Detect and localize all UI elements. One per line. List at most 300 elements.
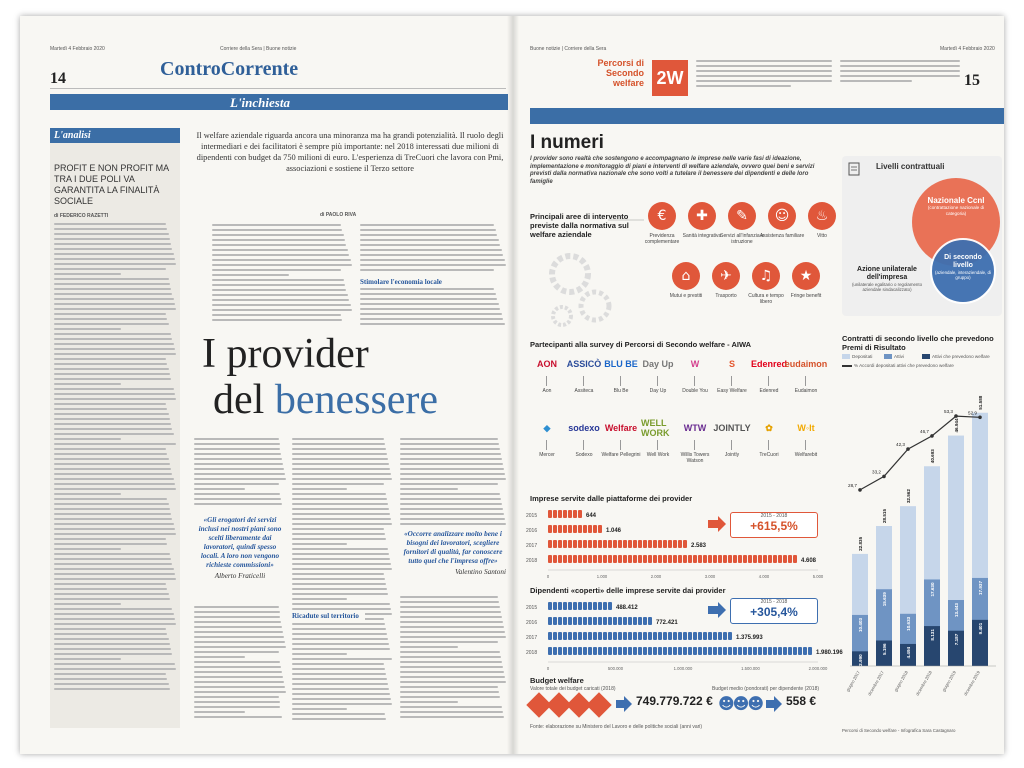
companies-growth-box: 2015 - 2018 +615,5% xyxy=(730,512,818,538)
provider-logo: AON xyxy=(537,359,557,369)
companies-arrow-icon xyxy=(708,516,728,532)
bar-unit xyxy=(588,555,592,563)
bar-unit xyxy=(738,647,742,655)
bar-unit xyxy=(633,647,637,655)
bar-unit xyxy=(613,540,617,548)
bar-unit xyxy=(643,540,647,548)
x-tick-label: dicembre 2017 xyxy=(866,670,885,697)
bar-unit xyxy=(638,555,642,563)
bar-unit xyxy=(723,632,727,640)
bar-unit xyxy=(793,647,797,655)
contract-icon xyxy=(846,162,870,176)
bar-unit xyxy=(718,555,722,563)
bar-unit xyxy=(563,540,567,548)
bar-unit xyxy=(568,555,572,563)
area-label: Trasporto xyxy=(715,293,737,299)
legend-item: Attivi che prevedono welfare xyxy=(922,354,990,359)
people-icon: ☻☻☻ xyxy=(718,694,763,713)
bar-unit xyxy=(648,617,652,625)
brand-intro-text-2 xyxy=(840,60,960,85)
article-text-col2b xyxy=(360,288,506,328)
provider-logo: BLU BE xyxy=(604,359,638,369)
bar-unit xyxy=(703,555,707,563)
bar-unit xyxy=(613,632,617,640)
percent-point xyxy=(882,475,886,479)
bar-unit xyxy=(573,540,577,548)
bar-unit xyxy=(628,555,632,563)
provider-name: TreCuori xyxy=(759,452,779,458)
bar-unit xyxy=(613,617,617,625)
bar-unit xyxy=(703,632,707,640)
education-icon: ✎ xyxy=(728,202,756,230)
bar-unit xyxy=(698,647,702,655)
bar-unit xyxy=(648,540,652,548)
brand-intro-text xyxy=(696,60,832,90)
culture-icon: ♫ xyxy=(752,262,780,290)
percent-label: 42,3 xyxy=(896,442,905,448)
bar-unit xyxy=(683,632,687,640)
bar-unit xyxy=(563,647,567,655)
bar-unit xyxy=(608,632,612,640)
right-page-number: 15 xyxy=(964,72,980,89)
bar-unit xyxy=(663,540,667,548)
provider-connector xyxy=(694,440,695,450)
bar-unit xyxy=(608,540,612,548)
bar-unit xyxy=(553,510,557,518)
bar-value-label: 40.693 xyxy=(930,449,935,464)
bar-unit xyxy=(763,647,767,655)
bar-unit xyxy=(738,555,742,563)
bar-value-label: 2.990 xyxy=(858,654,863,666)
bar-unit xyxy=(558,617,562,625)
bar-unit xyxy=(678,647,682,655)
credits-note: Percorsi di Secondo welfare - Infografica Sara Castagnaro xyxy=(842,728,956,733)
bar-unit xyxy=(723,555,727,563)
bar-unit xyxy=(578,647,582,655)
budget-avg-arrow-icon xyxy=(766,696,784,712)
bar-unit xyxy=(553,555,557,563)
bar-unit xyxy=(713,647,717,655)
bar-unit xyxy=(548,632,552,640)
bar-unit xyxy=(663,647,667,655)
bar-unit xyxy=(588,647,592,655)
bar-unit xyxy=(748,555,752,563)
bar-tick-label: 1.500.000 xyxy=(741,666,760,671)
bar-unit xyxy=(563,525,567,533)
bar-unit xyxy=(588,540,592,548)
left-masthead: Corriere della Sera | Buone notizie xyxy=(220,46,297,52)
bar-unit xyxy=(653,540,657,548)
bar-unit xyxy=(648,647,652,655)
bar-value-label: 17.630 xyxy=(930,582,935,597)
brand-name: Percorsi di Secondo welfare xyxy=(597,58,644,88)
bar-tick-label: 4.000 xyxy=(758,574,770,579)
section-head-economy: Stimolare l'economia locale xyxy=(360,278,442,286)
article-text-col0b xyxy=(194,606,286,723)
bar-unit xyxy=(593,555,597,563)
bar-unit xyxy=(783,555,787,563)
areas-title: Principali aree di intervento previste dalla normativa sul welfare aziendale xyxy=(530,212,629,239)
analysis-byline: di FEDERICO RAZETTI xyxy=(54,213,109,219)
bar-unit xyxy=(633,555,637,563)
provider-name: Day Up xyxy=(649,388,667,394)
bar-unit xyxy=(593,647,597,655)
bar-unit xyxy=(548,525,552,533)
bar-unit xyxy=(593,525,597,533)
percent-point xyxy=(978,416,982,420)
bar-unit xyxy=(573,510,577,518)
bar-category-label: 2015 xyxy=(526,513,538,519)
provider-connector xyxy=(805,376,806,386)
provider-logo: ◆ xyxy=(543,422,551,433)
bar-unit xyxy=(563,510,567,518)
bar-unit xyxy=(578,555,582,563)
provider-name: Easy Welfare xyxy=(717,388,747,394)
bar-value-label: 1.375.993 xyxy=(736,635,763,641)
budget-avg-value: 558 € xyxy=(786,694,817,708)
main-title-line2: del benessere xyxy=(213,377,439,423)
bar-unit xyxy=(558,540,562,548)
percent-point xyxy=(930,434,934,438)
provider-connector xyxy=(620,440,621,450)
bar-value-label: 17.937 xyxy=(978,580,983,596)
bar-value-label: 32.562 xyxy=(906,489,911,504)
left-date: Martedì 4 Febbraio 2020 xyxy=(50,46,105,52)
subsection-bar xyxy=(50,94,508,110)
bar-unit xyxy=(588,632,592,640)
bar-unit xyxy=(558,647,562,655)
legend-item: Depositati xyxy=(842,354,872,359)
provider-name: Willis Towers Watson xyxy=(680,452,710,464)
bar-unit xyxy=(668,647,672,655)
bar-unit xyxy=(623,540,627,548)
bar-unit xyxy=(643,647,647,655)
bar-unit xyxy=(643,617,647,625)
bar-unit xyxy=(608,617,612,625)
bar-tick-label: 2.000 xyxy=(650,574,662,579)
bar-unit xyxy=(573,617,577,625)
bar-unit xyxy=(558,632,562,640)
pull-quote-2: «Occorre analizzare molto bene i bisogni dei lavoratori, scegliere fornitori di qualità, far conoscere tutto quel che l'impresa offre» Valentino Santoni xyxy=(403,530,506,576)
bar-unit xyxy=(618,540,622,548)
bar-value-label: 2.583 xyxy=(691,543,707,549)
provider-name: Mercer xyxy=(539,452,555,458)
bar-category-label: 2017 xyxy=(526,635,538,641)
area-label: Cultura e tempo libero xyxy=(748,293,784,305)
gears-decoration xyxy=(540,244,620,334)
bar-unit xyxy=(583,602,587,610)
bar-unit xyxy=(673,555,677,563)
companies-chart-title: Imprese servite dalle piattaforme dei provider xyxy=(530,494,693,503)
bar-unit xyxy=(673,540,677,548)
bar-unit xyxy=(548,555,552,563)
bar-value-label: 22.835 xyxy=(858,536,863,551)
bar-value-label: 10.403 xyxy=(858,617,863,632)
bar-unit xyxy=(768,647,772,655)
right-page xyxy=(512,16,1004,754)
article-text-col1 xyxy=(212,224,352,328)
bar-unit xyxy=(583,540,587,548)
bar-unit xyxy=(633,540,637,548)
legend-item: % Accordi depositati attivi che prevedono welfare xyxy=(842,363,954,368)
bar-value-label: 772.421 xyxy=(656,620,678,626)
employees-arrow-icon xyxy=(708,602,728,618)
bar-unit xyxy=(708,555,712,563)
bar-unit xyxy=(548,602,552,610)
bar-unit xyxy=(553,602,557,610)
bar-value-label: 644 xyxy=(586,513,597,519)
bar-unit xyxy=(668,540,672,548)
bar-unit xyxy=(593,632,597,640)
provider-logo: S xyxy=(728,359,735,369)
article-text-col5 xyxy=(400,596,506,723)
provider-connector xyxy=(805,440,806,450)
bar-unit xyxy=(588,525,592,533)
bar-unit xyxy=(753,555,757,563)
bar-unit xyxy=(693,647,697,655)
budget-coins-icon xyxy=(530,694,620,714)
bar-unit xyxy=(638,647,642,655)
bar-unit xyxy=(658,647,662,655)
bar-unit xyxy=(598,602,602,610)
provider-logo: Edenred xyxy=(751,359,788,369)
bar-unit xyxy=(658,540,662,548)
article-deck: Il welfare aziendale riguarda ancora una minoranza ma ha grandi potenzialità. Il ruolo degli intermediari e dei facilitatori è sempre più importante: nel 2018 interessati due milioni di dipendenti con budget da 750 milioni di euro. L'esperienza di TreCuori che lavora con Pmi, associazioni e sostiene il Terzo settore xyxy=(196,131,504,173)
bar-unit xyxy=(593,617,597,625)
provider-connector xyxy=(768,440,769,450)
subsection-title: L'inchiesta xyxy=(230,95,290,110)
provider-connector xyxy=(731,440,732,450)
provider-name: Welfarebit xyxy=(794,452,818,458)
pull-quote-1: «Gli erogatori dei servizi inclusi nei nostri piani sono scelti liberamente dai lavoratori, quindi spesso locali. A loro non vengono richieste commissioni» Alberto Fraticelli xyxy=(198,516,282,580)
x-tick-label: dicembre 2018 xyxy=(914,670,933,697)
bar-category-label: 2016 xyxy=(526,528,538,534)
provider-logo: Welfare xyxy=(604,423,638,433)
bar-unit xyxy=(713,555,717,563)
bar-unit xyxy=(598,632,602,640)
bar-unit xyxy=(673,647,677,655)
bar-unit xyxy=(728,632,732,640)
bar-category-label: 2016 xyxy=(526,620,538,626)
bar-unit xyxy=(758,647,762,655)
provider-logo: W◦lt xyxy=(797,423,815,433)
budget-total-label: Valore totale dei budget caricati (2018) xyxy=(530,686,616,692)
bar-unit xyxy=(763,555,767,563)
x-tick-label: giugno 2019 xyxy=(941,670,957,693)
percent-point xyxy=(954,414,958,418)
bar-unit xyxy=(668,632,672,640)
bar-unit xyxy=(598,555,602,563)
bar-unit xyxy=(558,602,562,610)
bar-unit xyxy=(628,647,632,655)
percent-label: 28,7 xyxy=(848,482,857,488)
bar-unit xyxy=(568,510,572,518)
analysis-headline: PROFIT E NON PROFIT MA TRA I DUE POLI VA GARANTITA LA FINALITÀ SOCIALE xyxy=(54,163,169,206)
survey-title: Partecipanti alla survey di Percorsi di Secondo welfare - AIWA xyxy=(530,340,752,349)
bar-tick-label: 0 xyxy=(546,574,550,579)
bar-unit xyxy=(638,617,642,625)
bar-unit xyxy=(778,555,782,563)
bar-unit xyxy=(743,647,747,655)
bar-unit xyxy=(583,632,587,640)
bar-unit xyxy=(553,647,557,655)
bar-unit xyxy=(573,555,577,563)
percent-label: 33,2 xyxy=(872,469,881,475)
bar-unit xyxy=(658,555,662,563)
bar-unit xyxy=(573,632,577,640)
bar-unit xyxy=(603,555,607,563)
percent-label: 46,7 xyxy=(920,428,929,434)
numbers-intro: I provider sono realtà che sostengono e accompagnano le imprese nelle varie fasi di ideazione, implementazione e monitoraggio di piani e interventi di welfare aziendale, ovvero quei beni e servizi previsti dalla normativa nazionale che sono volti a tutelare il benessere dei dipendenti e delle loro famiglie xyxy=(530,156,815,185)
bar-unit xyxy=(713,632,717,640)
provider-connector xyxy=(657,440,658,450)
article-text-col3 xyxy=(292,438,392,723)
provider-name: Eudaimon xyxy=(794,388,818,394)
provider-logo: WELL WORK xyxy=(641,418,670,438)
analysis-column xyxy=(50,128,180,728)
bar-unit xyxy=(578,602,582,610)
bar-unit xyxy=(628,617,632,625)
bar-unit xyxy=(783,647,787,655)
provider-connector xyxy=(768,376,769,386)
legend-item: Attivi xyxy=(884,354,904,359)
second-level-label: Di secondo livello (aziendale, interaziendale, di gruppo) xyxy=(935,254,991,280)
bar-unit xyxy=(808,647,812,655)
x-tick-label: giugno 2017 xyxy=(845,670,861,693)
brand-logo: 2W xyxy=(652,60,688,96)
bar-unit xyxy=(678,540,682,548)
bar-unit xyxy=(558,510,562,518)
bar-unit xyxy=(688,632,692,640)
bar-unit xyxy=(578,617,582,625)
bar-unit xyxy=(603,647,607,655)
employees-chart-title: Dipendenti «coperti» delle imprese servite dai provider xyxy=(530,586,726,595)
bar-unit xyxy=(638,632,642,640)
bar-unit xyxy=(623,647,627,655)
bar-unit xyxy=(718,647,722,655)
bar-tick-label: 3.000 xyxy=(704,574,716,579)
bar-unit xyxy=(598,617,602,625)
bar-value-label: 4.608 xyxy=(801,558,817,564)
bar-unit xyxy=(598,525,602,533)
bar-value-label: 10.633 xyxy=(906,616,911,631)
left-page xyxy=(20,16,512,754)
article-byline: di PAOLO RIVA xyxy=(320,212,357,218)
provider-logo: W xyxy=(690,359,700,369)
bar-tick-label: 5.000 xyxy=(812,574,824,579)
bar-unit xyxy=(653,632,657,640)
bar-unit xyxy=(648,632,652,640)
budget-title: Budget welfare xyxy=(530,676,584,685)
budget-total-arrow-icon xyxy=(616,696,634,712)
bar-value-label: 51.588 xyxy=(978,395,983,410)
bar-unit xyxy=(753,647,757,655)
bar-unit xyxy=(678,555,682,563)
bar-unit xyxy=(643,555,647,563)
bar-unit xyxy=(698,555,702,563)
bar-unit xyxy=(588,602,592,610)
bar-unit xyxy=(728,647,732,655)
bar-unit xyxy=(773,647,777,655)
percent-point xyxy=(858,488,862,492)
budget-avg-label: Budget medio (pondorati) per dipendente (2018) xyxy=(712,686,820,692)
bar-unit xyxy=(583,555,587,563)
provider-logo: ASSICÒ xyxy=(566,359,602,369)
bar-unit xyxy=(603,602,607,610)
bar-unit xyxy=(553,617,557,625)
bar-unit xyxy=(733,555,737,563)
bar-value-label: 488.412 xyxy=(616,605,638,611)
provider-logo: Day Up xyxy=(642,359,674,369)
bar-unit xyxy=(683,647,687,655)
bar-unit xyxy=(568,540,572,548)
bar-unit xyxy=(683,555,687,563)
percent-label: 52,9 xyxy=(968,410,977,416)
right-section-bar xyxy=(530,108,1004,124)
bar-unit xyxy=(563,617,567,625)
bar-unit xyxy=(548,510,552,518)
bar-value-label: 13.443 xyxy=(954,603,959,618)
provider-connector xyxy=(694,376,695,386)
area-label: Assistenza familiare xyxy=(759,233,805,239)
provider-connector xyxy=(546,376,547,386)
bar-unit xyxy=(633,617,637,625)
percent-label: 53,3 xyxy=(944,409,953,415)
bar-unit xyxy=(568,617,572,625)
bar-unit xyxy=(583,647,587,655)
area-label: Fringe benefit xyxy=(790,293,822,299)
bar-unit xyxy=(588,617,592,625)
bar-unit xyxy=(608,555,612,563)
bar-unit xyxy=(693,555,697,563)
bar-unit xyxy=(563,632,567,640)
provider-connector xyxy=(620,376,621,386)
bar-unit xyxy=(618,647,622,655)
bar-unit xyxy=(573,525,577,533)
bar-unit xyxy=(553,525,557,533)
bar-unit xyxy=(643,632,647,640)
bar-unit xyxy=(673,632,677,640)
bar-unit xyxy=(688,647,692,655)
analysis-label: L'analisi xyxy=(50,128,180,143)
bar-unit xyxy=(563,602,567,610)
article-text-col2 xyxy=(360,224,506,276)
bar-unit xyxy=(778,647,782,655)
provider-name: Aon xyxy=(542,388,552,394)
bar-value-label: 9.401 xyxy=(978,622,983,635)
x-tick-label: dicembre 2019 xyxy=(962,670,981,697)
bar-unit xyxy=(618,632,622,640)
bar-unit xyxy=(598,540,602,548)
provider-logo: JOINTLY xyxy=(713,423,751,433)
bar-unit xyxy=(553,540,557,548)
bar-unit xyxy=(578,632,582,640)
bar-unit xyxy=(708,632,712,640)
bar-unit xyxy=(648,555,652,563)
area-label: Servizi all'infanzia e istruzione xyxy=(720,233,764,245)
bar-unit xyxy=(628,540,632,548)
bar-unit xyxy=(618,617,622,625)
provider-logo: eudaimon xyxy=(784,359,828,369)
bar-category-label: 2018 xyxy=(526,650,538,656)
bar-unit xyxy=(603,540,607,548)
bar-unit xyxy=(663,555,667,563)
bar-unit xyxy=(798,647,802,655)
bar-unit xyxy=(788,647,792,655)
bar-unit xyxy=(578,525,582,533)
percent-point xyxy=(906,447,910,451)
levels-title: Livelli contrattuali xyxy=(876,162,945,171)
